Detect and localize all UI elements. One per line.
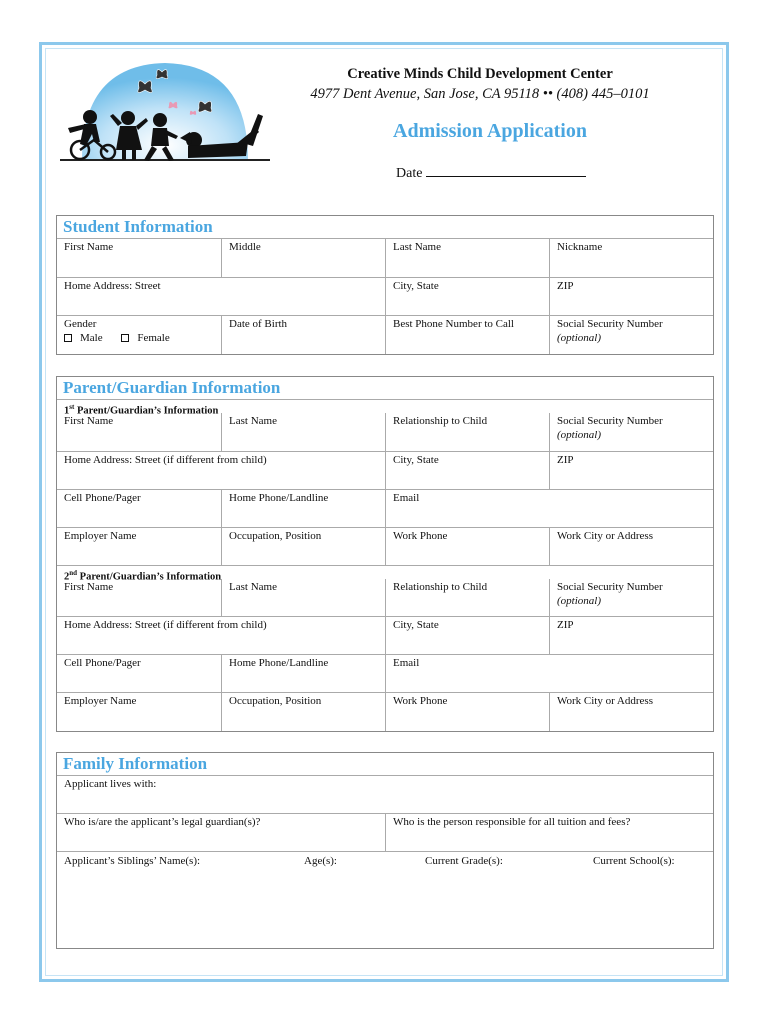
- parent1-work-phone-label: Work Phone: [393, 530, 448, 542]
- parent1-ssn-field[interactable]: [549, 413, 713, 451]
- section-title-student: Student Information: [57, 216, 713, 239]
- nickname-field[interactable]: [549, 239, 713, 277]
- ages-label: Age(s):: [304, 855, 337, 867]
- parent1-address-row: [57, 452, 713, 490]
- org-address: 4977 Dent Avenue, San Jose, CA 95118 •• (408) 445–0101: [310, 86, 650, 102]
- parent2-employer-label: Employer Name: [64, 695, 137, 707]
- gender-label: Gender: [64, 318, 97, 330]
- parent2-employer-row: [57, 693, 713, 731]
- parent2-employer-field[interactable]: [57, 693, 221, 731]
- siblings-label: Applicant’s Siblings’ Name(s):: [64, 855, 201, 867]
- parent2-work-city-label: Work City or Address: [557, 695, 653, 707]
- section-title-parent: Parent/Guardian Information: [57, 377, 713, 400]
- parent1-city-state-label: City, State: [393, 454, 439, 466]
- parent2-occupation-label: Occupation, Position: [229, 695, 322, 707]
- dob-label: Date of Birth: [229, 318, 288, 330]
- city-state-label: City, State: [393, 280, 439, 292]
- male-option[interactable]: [64, 332, 111, 344]
- zip-field[interactable]: [549, 278, 713, 315]
- parent2-city-state-field[interactable]: [385, 617, 549, 654]
- parent1-name-row: [57, 400, 713, 452]
- parent2-phone-row: [57, 655, 713, 693]
- org-name: Creative Minds Child Development Center: [347, 66, 613, 82]
- parent2-relationship-field[interactable]: [385, 579, 549, 616]
- female-label: Female: [137, 331, 170, 344]
- parent2-ssn-field[interactable]: [549, 579, 713, 616]
- parent1-email-field[interactable]: [385, 490, 713, 527]
- parent1-relationship-label: Relationship to Child: [393, 415, 488, 427]
- parent2-occupation-field[interactable]: [221, 693, 385, 731]
- parent2-ssn-optional: (optional): [557, 594, 601, 607]
- parent1-cell-phone-label: Cell Phone/Pager: [64, 492, 141, 504]
- parent1-work-city-label: Work City or Address: [557, 530, 653, 542]
- parent1-employer-field[interactable]: [57, 528, 221, 565]
- page-title: Admission Application: [393, 120, 587, 142]
- last-name-label: Last Name: [393, 241, 441, 253]
- parent-guardian-section: [56, 376, 714, 732]
- male-label: Male: [80, 331, 103, 344]
- parent1-home-address-label: Home Address: Street (if different from child): [64, 454, 267, 466]
- parent1-first-name-label: First Name: [64, 415, 114, 427]
- parent1-last-name-field[interactable]: [221, 413, 385, 451]
- parent2-first-name-label: First Name: [64, 581, 114, 593]
- parent1-zip-label: ZIP: [557, 454, 574, 466]
- first-name-label: First Name: [64, 241, 114, 253]
- parent1-home-phone-field[interactable]: [221, 490, 385, 527]
- parent2-home-address-field[interactable]: [57, 617, 385, 654]
- parent1-city-state-field[interactable]: [385, 452, 549, 489]
- city-state-field[interactable]: [385, 278, 549, 315]
- parent2-home-phone-field[interactable]: [221, 655, 385, 692]
- parent2-relationship-label: Relationship to Child: [393, 581, 488, 593]
- parent2-cell-phone-field[interactable]: [57, 655, 221, 692]
- parent2-home-address-label: Home Address: Street (if different from child): [64, 619, 267, 631]
- parent2-email-field[interactable]: [385, 655, 713, 692]
- parent1-heading: 1st Parent/Guardian’s Information: [64, 403, 219, 417]
- current-grade-label: Current Grade(s):: [425, 855, 503, 867]
- female-option[interactable]: [121, 332, 177, 344]
- parent1-relationship-field[interactable]: [385, 413, 549, 451]
- parent1-zip-field[interactable]: [549, 452, 713, 489]
- parent2-email-label: Email: [393, 657, 420, 669]
- student-address-row: [57, 278, 713, 316]
- children-playing-logo: [60, 60, 270, 175]
- parent1-first-name-field[interactable]: [57, 413, 221, 451]
- best-phone-label: Best Phone Number to Call: [393, 318, 514, 330]
- parent2-address-row: [57, 617, 713, 655]
- date-field: [396, 162, 586, 182]
- nickname-label: Nickname: [557, 241, 603, 253]
- parent1-ssn-optional: (optional): [557, 428, 601, 441]
- female-checkbox[interactable]: [121, 334, 129, 342]
- parent2-city-state-label: City, State: [393, 619, 439, 631]
- ssn-label: Social Security Number: [557, 318, 663, 330]
- lives-with-field[interactable]: [57, 776, 713, 813]
- first-name-field[interactable]: [57, 239, 221, 277]
- lives-with-row: [57, 776, 713, 814]
- legal-guardian-label: Who is/are the applicant’s legal guardian(s)?: [64, 816, 261, 828]
- parent2-last-name-label: Last Name: [229, 581, 277, 593]
- student-name-row: [57, 239, 713, 278]
- parent2-work-phone-label: Work Phone: [393, 695, 448, 707]
- parent1-home-address-field[interactable]: [57, 452, 385, 489]
- home-address-label: Home Address: Street: [64, 280, 161, 292]
- parent1-employer-label: Employer Name: [64, 530, 137, 542]
- responsible-party-label: Who is the person responsible for all tuition and fees?: [393, 816, 631, 828]
- family-information-section: [56, 752, 714, 949]
- parent2-work-phone-field[interactable]: [385, 693, 549, 731]
- parent1-ssn-label: Social Security Number: [557, 415, 663, 427]
- parent1-cell-phone-field[interactable]: [57, 490, 221, 527]
- parent1-last-name-label: Last Name: [229, 415, 277, 427]
- parent1-work-phone-field[interactable]: [385, 528, 549, 565]
- legal-guardian-field[interactable]: [57, 814, 385, 851]
- zip-label: ZIP: [557, 280, 574, 292]
- gender-field: [57, 316, 221, 354]
- parent1-employer-row: [57, 528, 713, 566]
- last-name-field[interactable]: [385, 239, 549, 277]
- parent1-phone-row: [57, 490, 713, 528]
- siblings-row[interactable]: [57, 852, 713, 948]
- parent2-home-phone-label: Home Phone/Landline: [229, 657, 329, 669]
- student-details-row: [57, 316, 713, 354]
- best-phone-field[interactable]: [385, 316, 549, 354]
- parent1-occupation-field[interactable]: [221, 528, 385, 565]
- parent2-last-name-field[interactable]: [221, 579, 385, 616]
- responsible-party-field[interactable]: [385, 814, 713, 851]
- current-school-label: Current School(s):: [593, 855, 675, 867]
- ssn-field[interactable]: [549, 316, 713, 354]
- date-label: Date: [396, 166, 423, 181]
- student-information-section: [56, 215, 714, 355]
- parent2-zip-label: ZIP: [557, 619, 574, 631]
- parent2-zip-field[interactable]: [549, 617, 713, 654]
- parent2-cell-phone-label: Cell Phone/Pager: [64, 657, 141, 669]
- ssn-optional-label: (optional): [557, 331, 601, 344]
- section-title-family: Family Information: [57, 753, 713, 776]
- middle-name-field[interactable]: [221, 239, 385, 277]
- date-input-line[interactable]: [426, 162, 586, 177]
- parent2-work-city-field[interactable]: [549, 693, 713, 731]
- lives-with-label: Applicant lives with:: [64, 778, 157, 790]
- parent1-work-city-field[interactable]: [549, 528, 713, 565]
- parent2-heading: 2nd Parent/Guardian’s Information: [64, 569, 222, 583]
- parent1-email-label: Email: [393, 492, 420, 504]
- parent1-home-phone-label: Home Phone/Landline: [229, 492, 329, 504]
- parent2-ssn-label: Social Security Number: [557, 581, 663, 593]
- home-address-field[interactable]: [57, 278, 385, 315]
- dob-field[interactable]: [221, 316, 385, 354]
- parent1-occupation-label: Occupation, Position: [229, 530, 322, 542]
- middle-label: Middle: [229, 241, 261, 253]
- parent2-first-name-field[interactable]: [57, 579, 221, 616]
- guardian-row: [57, 814, 713, 852]
- parent2-name-row: [57, 566, 713, 617]
- male-checkbox[interactable]: [64, 334, 72, 342]
